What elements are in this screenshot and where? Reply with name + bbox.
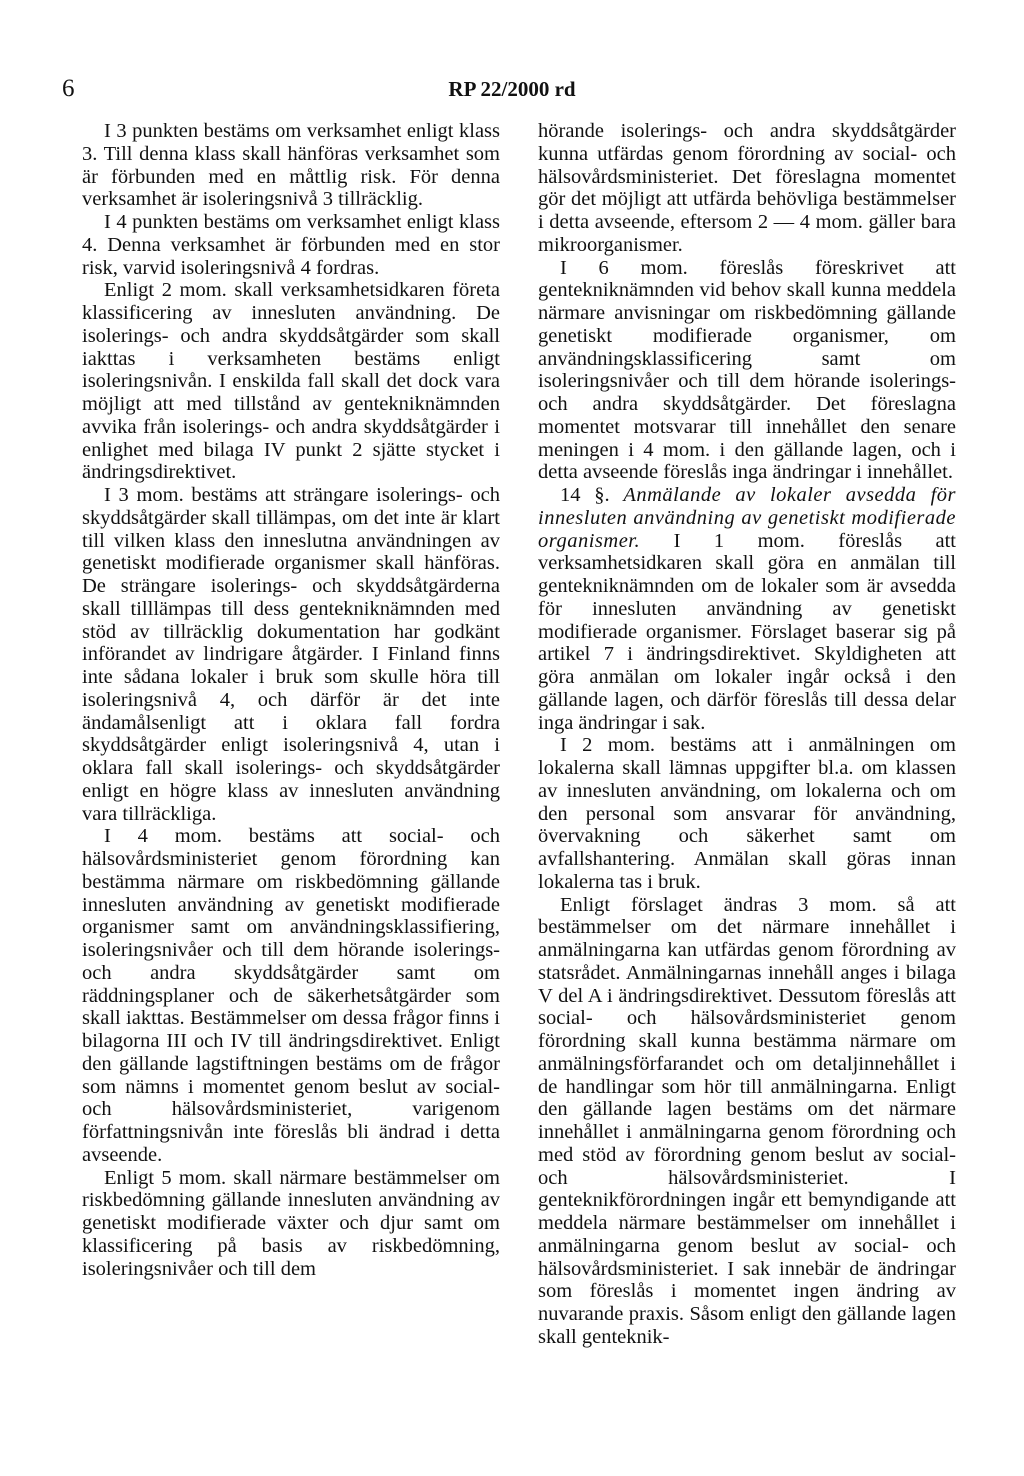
right-column: [538, 120, 956, 1349]
paragraph: I 4 mom. bestäms att social- och hälsovårdsministeriet genom förordning kan bestämma närmare om riskbedömning gällande innesluten användning av genetiskt modifierade organismer samt om användningsklassifiering, isoleringsnivåer och till dem hörande isolerings- och andra skyddsåtgärder samt om räddningsplaner och de säkerhetsåtgärder som skall iakttas. Bestämmelser om dessa frågor finns i bilagorna III och IV till ändringsdirektivet. Enligt den gällande lagstiftningen bestäms om de frågor som nämns i momentet genom beslut av social- och hälsovårdsministeriet, varigenom författningsnivån inte föreslås bli ändrad i detta avseende.: [82, 825, 500, 1166]
running-head: RP 22/2000 rd: [448, 77, 576, 101]
page-number: 6: [62, 75, 75, 102]
paragraph: I 3 mom. bestäms att strängare isolerings- och skyddsåtgärder skall tillämpas, om det inte är klart till vilken klass den inneslutna användningen av genetiskt modifierade organismer skall hänföras. De strängare isolerings- och skyddsåtgärderna skall tilllämpas till dess gentekniknämnden med stöd av tillräcklig dokumentation har godkänt införandet av lindrigare åtgärder. I Finland finns inte sådana lokaler i bruk som skulle höra till isoleringsnivå 4, och därför är det inte ändamålsenligt att i oklara fall fordra skyddsåtgärder enligt isoleringsnivå 4, utan i oklara fall skall isolerings- och skyddsåtgärder enligt en högre klass av innesluten användning vara tillräckliga.: [82, 484, 500, 825]
paragraph: Enligt 2 mom. skall verksamhetsidkaren företa klassificering av innesluten användning. De isolerings- och andra skyddsåtgärder som skall iakttas i verksamheten bestäms enligt isoleringsnivån. I enskilda fall skall det dock vara möjligt att med tillstånd av gentekniknämnden avvika från isolerings- och andra skyddsåtgärder i enlighet med bilaga IV punkt 2 sjätte stycket i ändringsdirektivet.: [82, 279, 500, 484]
paragraph-continued: hörande isolerings- och andra skyddsåtgärder kunna utfärdas genom förordning av social- och hälsovårdsministeriet. Det föreslagna momentet gör det möjligt att utfärda behövliga bestämmelser i detta avseende, eftersom 2 — 4 mom. gäller bara mikroorganismer.: [538, 120, 956, 256]
paragraph: Enligt 5 mom. skall närmare bestämmelser om riskbedömning gällande innesluten användning av genetiskt modifierade växter och djur samt om klassificering på basis av riskbedömning, isoleringsnivåer och till dem: [82, 1166, 500, 1280]
section-text: I 1 mom. föreslås att verksamhetsidkaren skall göra en anmälan till gentekniknämnden om de lokaler som är avsedda för innesluten användning av genetiskt modifierade organismer. Förslaget baserar sig på artikel 7 i ändringsdirektivet. Skyldigheten att göra anmälan om lokaler ingår också i den gällande lagen, och därför föreslås till dessa delar inga ändringar i sak.: [538, 529, 957, 734]
section-14-paragraph: [538, 484, 956, 734]
paragraph: I 2 mom. bestäms att i anmälningen om lokalerna skall lämnas uppgifter bl.a. om klassen av innesluten användning, om lokalerna och om den personal som ansvarar för användning, övervakning och säkerhet samt om avfallshantering. Anmälan skall göras innan lokalerna tas i bruk.: [538, 734, 956, 893]
paragraph: I 3 punkten bestäms om verksamhet enligt klass 3. Till denna klass skall hänföras verksamhet som är förbunden med en måttlig risk. För denna verksamhet är isoleringsnivå 3 tillräcklig.: [82, 120, 500, 211]
left-column: [82, 120, 500, 1280]
page-header: [0, 74, 1024, 104]
section-heading: Anmälande av lokaler avsedda för innesluten användning av genetiskt modifierade organismer.: [538, 484, 957, 552]
paragraph: Enligt förslaget ändras 3 mom. så att bestämmelser om det närmare innehållet i anmälningarna kan utfärdas genom förordning av statsrådet. Anmälningarnas innehåll anges i bilaga V del A i ändringsdirektivet. Dessutom föreslås att social- och hälsovårdsministeriet genom förordning skall kunna bestämma närmare om anmälningsförfarandet och om detaljinnehållet i de handlingar som hör till anmälningarna. Enligt den gällande lagen bestäms om det närmare innehållet i anmälningarna genom förordning och med stöd av förordning genom beslut av social- och hälsovårdsministeriet. I genteknikförordningen ingår ett bemyndigande att meddela närmare bestämmelser om innehållet i anmälningarna genom beslut av social- och hälsovårdsministeriet. I sak innebär de ändringar som föreslås i momentet ingen ändring av nuvarande praxis. Såsom enligt den gällande lagen skall genteknik-: [538, 893, 956, 1348]
paragraph: I 4 punkten bestäms om verksamhet enligt klass 4. Denna verksamhet är förbunden med en stor risk, varvid isoleringsnivå 4 fordras.: [82, 211, 500, 279]
paragraph: I 6 mom. föreslås föreskrivet att gentekniknämnden vid behov skall kunna meddela närmare anvisningar om riskbedömning gällande genetiskt modifierade organismer, om användningsklassificering samt om isoleringsnivåer och till dem hörande isolerings- och andra skyddsåtgärder. Det föreslagna momentet motsvarar till innehållet den senare meningen i 4 mom. i den gällande lagen, och i detta avseende föreslås inga ändringar i innehållet.: [538, 256, 956, 484]
section-number: 14 §.: [560, 484, 610, 506]
